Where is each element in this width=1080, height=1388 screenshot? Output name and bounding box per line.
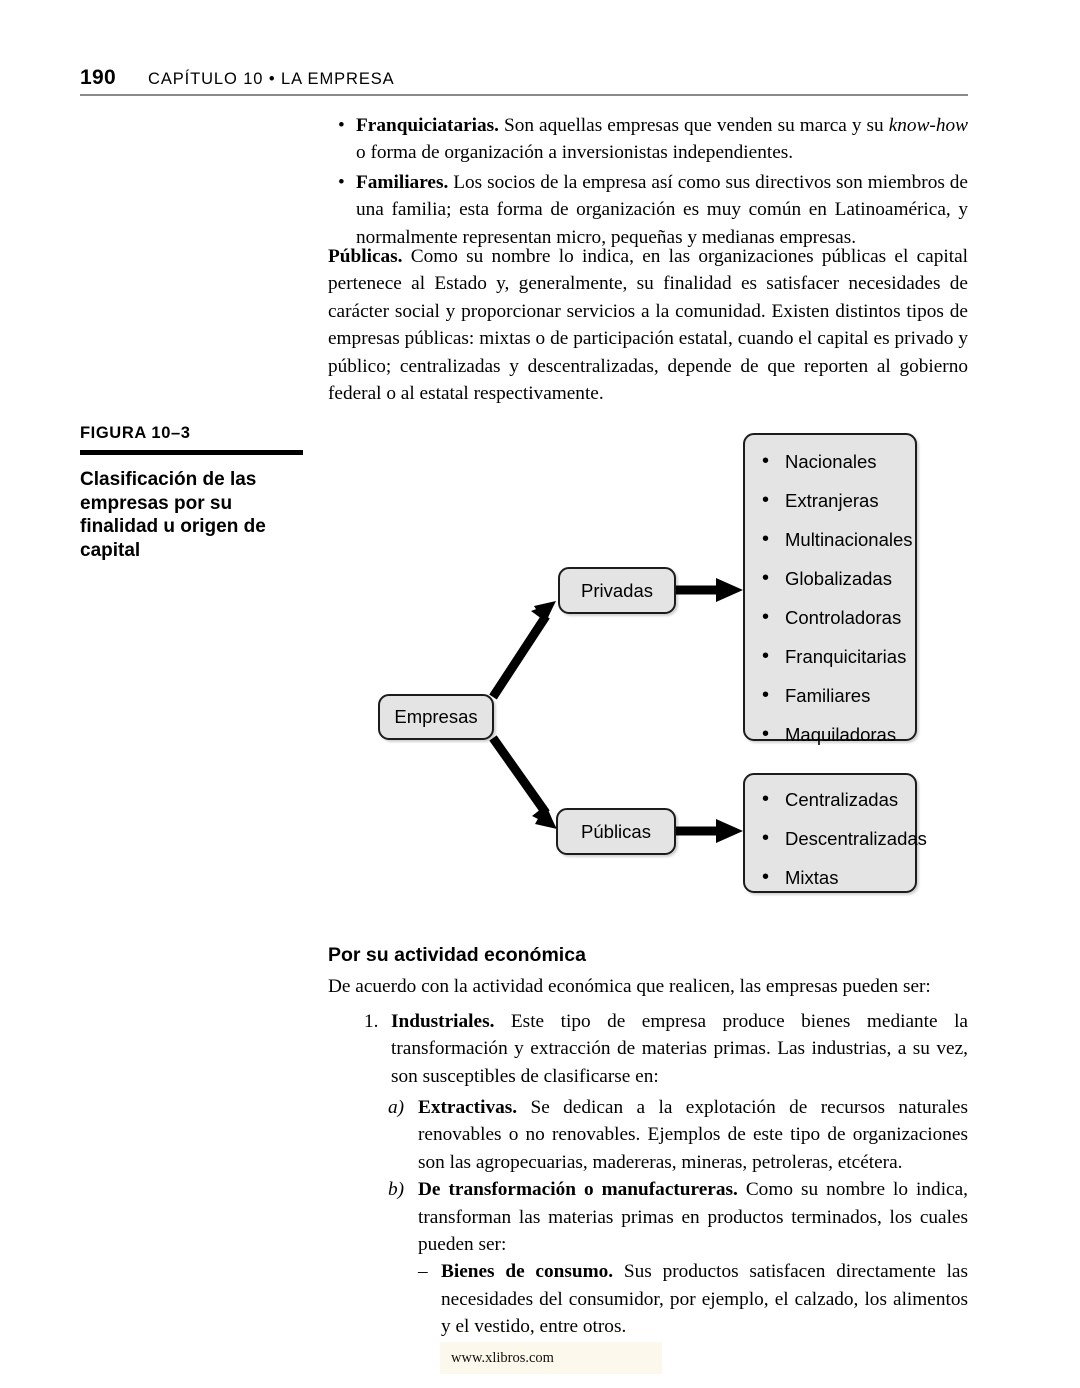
list-item-label: Mixtas [785, 867, 839, 888]
bullet-icon: • [762, 606, 770, 628]
bullet-icon: • [762, 645, 770, 667]
list-item-text [441, 1258, 968, 1340]
diagram-listbox-privadas [743, 433, 917, 745]
bullet-icon: • [762, 528, 770, 550]
arrow-privadas-to-list [676, 578, 743, 602]
bullet-term: Familiares. [356, 171, 449, 193]
list-item-label: Maquiladoras [785, 724, 897, 745]
alpha-list [328, 1094, 968, 1341]
list-marker: b) [388, 1179, 405, 1201]
bullet-icon: • [762, 567, 770, 589]
paragraph-publicas [328, 243, 968, 407]
diagram-node-privadas[interactable]: Privadas [558, 567, 676, 614]
figure-label: FIGURA 10–3 [80, 424, 191, 442]
list-item [328, 1176, 968, 1258]
list-item-label: Nacionales [785, 451, 877, 472]
list-item [328, 1094, 968, 1176]
figure-diagram [360, 425, 940, 895]
diagram-node-publicas[interactable]: Públicas [556, 808, 676, 855]
list-item-label: Centralizadas [785, 789, 899, 810]
list-item-text [391, 1008, 968, 1090]
list-item [328, 1258, 968, 1340]
page-number: 190 [80, 66, 116, 89]
list-item [328, 112, 968, 167]
list-item-label: Familiares [785, 685, 871, 706]
bullet-icon: • [762, 723, 770, 745]
chapter-title: CAPÍTULO 10 • LA EMPRESA [148, 70, 395, 88]
list-item-body: Como su nombre lo indica, transforman las materias primas en productos terminados, los cuales pueden ser: [418, 1179, 968, 1256]
bullet-icon: • [762, 489, 770, 511]
bullet-text [356, 169, 968, 251]
paragraph-body: Como su nombre lo indica, en las organizaciones públicas el capital pertenece al Estado y, generalmente, su finalidad es satisfacer necesidades de carácter social y proporcionar servicios a la comunidad. Existen distintos tipos de empresas públicas: mixtas o de participación estatal, cuando el capital es privado y público; centralizadas y descentralizadas, depende de que reporten al gobierno federal o al estatal respectivamente. [328, 246, 968, 405]
footer-url: www.xlibros.com [451, 1350, 554, 1366]
list-item-label: Multinacionales [785, 529, 913, 550]
list-item [745, 867, 915, 889]
running-head [80, 66, 968, 100]
arrow-empresas-to-privadas [493, 601, 556, 697]
list-item [745, 646, 915, 668]
bullet-icon: • [762, 684, 770, 706]
list-marker: – [418, 1261, 428, 1283]
header-rule [80, 94, 968, 96]
figure-caption-rule [80, 450, 303, 455]
arrow-publicas-to-list [676, 819, 743, 843]
numbered-list [328, 1008, 968, 1090]
list-item-term: De transformación o manufactureras. [418, 1179, 738, 1201]
list-item-label: Controladoras [785, 607, 902, 628]
list-marker: 1. [364, 1011, 379, 1032]
paragraph-text [328, 243, 968, 407]
list-item [328, 1008, 968, 1090]
list-item-term: Extractivas. [418, 1097, 518, 1118]
bullet-italic: know-how [888, 115, 968, 136]
list-item [745, 490, 915, 512]
section-actividad-economica [328, 944, 968, 1000]
list-item-body: Se dedican a la explotación de recursos naturales renovables o no renovables. Ejemplos de este tipo de organizaciones son las agropecuarias, madereras, mineras, petroleras, etcétera. [418, 1097, 968, 1173]
bullet-icon: • [762, 827, 770, 849]
figure-title: Clasificación de las empresas por su finalidad u origen de capital [80, 469, 266, 561]
list-item-body: Este tipo de empresa produce bienes mediante la transformación y extracción de materias primas. Las industrias, a su vez, son susceptibles de clasificarse en: [391, 1011, 968, 1087]
figure-caption [80, 424, 310, 562]
arrow-empresas-to-publicas [493, 738, 557, 829]
list-item-term: Bienes de consumo. [441, 1261, 614, 1283]
list-item-text [418, 1094, 968, 1176]
list-item-text [418, 1176, 968, 1258]
list-item [745, 724, 915, 746]
list-item-label: Descentralizadas [785, 828, 927, 849]
bullet-body-2: o forma de organización a inversionistas independientes. [356, 142, 794, 164]
list-item [745, 685, 915, 707]
list-item [745, 607, 915, 629]
bullet-icon: • [762, 450, 770, 472]
bullet-body-1: Son aquellas empresas que venden su marca y su [499, 115, 889, 136]
bullet-icon: • [762, 788, 770, 810]
top-bullet-list [328, 112, 968, 253]
list-item-label: Globalizadas [785, 568, 892, 589]
list-item [745, 789, 915, 811]
list-marker: a) [388, 1097, 405, 1118]
list-item-label: Extranjeras [785, 490, 879, 511]
diagram-listbox-publicas [743, 773, 927, 893]
bullet-body: Los socios de la empresa así como sus directivos son miembros de una familia; esta forma de organización es muy común en Latinoamérica, y normalmente representan micro, pequeñas y medianas empresas. [356, 171, 968, 248]
list-item-label: Franquicitarias [785, 646, 907, 667]
list-item-term: Industriales. [391, 1011, 495, 1032]
section-intro: De acuerdo con la actividad económica que realicen, las empresas pueden ser: [328, 976, 931, 997]
list-item [328, 169, 968, 251]
list-item-body: Sus productos satisfacen directamente las necesidades del consumidor, por ejemplo, el calzado, los alimentos y el vestido, entre otros. [441, 1261, 968, 1338]
bullet-text [356, 112, 968, 167]
list-item [745, 529, 915, 551]
bullet-term: Franquiciatarias. [356, 115, 499, 136]
list-item [745, 568, 915, 590]
section-heading: Por su actividad económica [328, 944, 586, 966]
bullet-icon: • [762, 866, 770, 888]
bullet-icon: • [338, 115, 345, 136]
bullet-icon: • [338, 171, 345, 193]
list-item [745, 451, 915, 473]
paragraph-term: Públicas. [328, 246, 403, 267]
diagram-node-empresas[interactable]: Empresas [378, 694, 494, 740]
list-item [745, 827, 927, 850]
